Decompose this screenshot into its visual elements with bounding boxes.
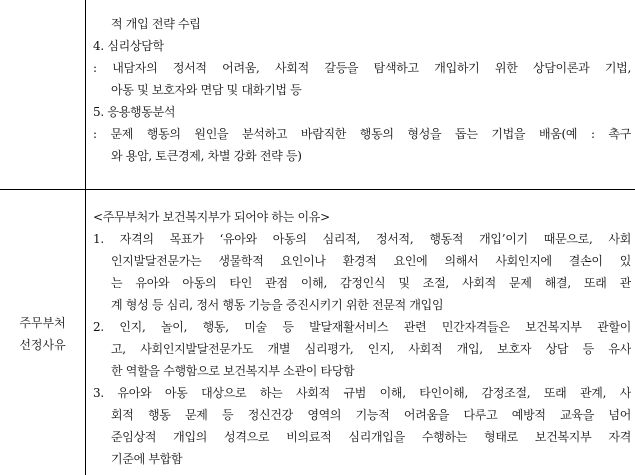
text-line: 3. 유아와 아동 대상으로 하는 사회적 규범 이해, 타인이해, 감정조절, 또래 관계, 사 (93, 386, 631, 400)
text-line: : 문제 행동의 원인을 분석하고 바람직한 행동의 형성을 돕는 기법을 배움(예 : 촉구 (93, 127, 631, 141)
text-line: 2. 인지, 놀이, 행동, 미술 등 발달재활서비스 관련 민간자격들은 보건복지부 관할이 (93, 320, 631, 334)
text-line: 4. 심리상담학 (93, 39, 164, 53)
text-line: 인지발달전문가는 생물학적 요인이나 환경적 요인에 의해서 사회인지에 결손이 있 (111, 254, 631, 268)
text-line: 5. 응용행동분석 (93, 105, 176, 119)
row-label-ministry-reason (0, 312, 85, 356)
text-line: 와 용암, 토큰경제, 차별 강화 전략 등) (111, 149, 302, 163)
text-line: 회적 행동 문제 등 정신건강 영역의 기능적 어려움을 다루고 예방적 교육을 넘어 (111, 408, 631, 422)
text-line: 적 개입 전략 수립 (111, 17, 201, 31)
text-line: 한 역할을 수행함으로 보건복지부 소관이 타당함 (111, 364, 355, 378)
text-line: 는 유아와 아동의 타인 관점 이해, 감정인식 및 조절, 사회적 문제 해결, 또래 관 (111, 276, 631, 290)
row-label-line-2: 선정사유 (19, 338, 66, 352)
row-divider (0, 189, 635, 190)
column-divider (85, 0, 86, 475)
bottom-content-cell (93, 206, 631, 470)
text-line: <주무부처가 보건복지부가 되어야 하는 이유> (93, 210, 330, 224)
text-line: 아동 및 보호자와 면담 및 대화기법 등 (111, 83, 302, 97)
text-line: 고, 사회인지발달전문가도 개별 심리평가, 인지, 사회적 개입, 보호자 상담 등 유사 (111, 342, 631, 356)
text-line: 기준에 부합함 (111, 452, 183, 466)
text-line: : 내담자의 정서적 어려움, 사회적 갈등을 탐색하고 개입하기 위한 상담이론과 기법, (93, 61, 631, 75)
text-line: 1. 자격의 목표가 ‘유아와 아동의 심리적, 정서적, 행동적 개입’이기 때문으로, 사회 (93, 232, 631, 246)
row-label-line-1: 주무부처 (19, 316, 66, 330)
text-line: 계 형성 등 심리, 정서 행동 기능을 증진시키기 위한 전문적 개입임 (111, 298, 444, 312)
text-line: 준임상적 개입의 성격으로 비의료적 심리개입을 수행하는 형태로 보건복지부 자격 (111, 430, 631, 444)
top-content-cell (93, 13, 631, 167)
